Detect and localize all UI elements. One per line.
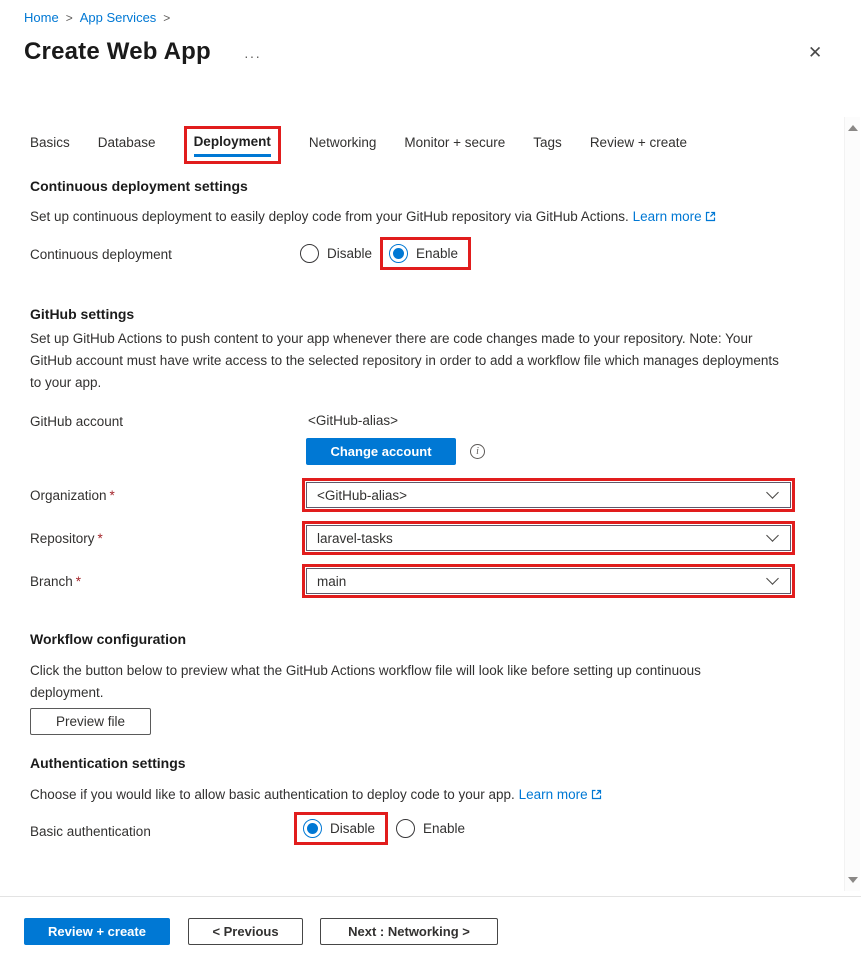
section-heading-authentication-settings: Authentication settings bbox=[30, 755, 186, 771]
tab-database[interactable]: Database bbox=[97, 135, 156, 150]
branch-value: main bbox=[317, 573, 347, 589]
radio-enable[interactable] bbox=[389, 244, 408, 263]
breadcrumb-separator: > bbox=[65, 10, 73, 25]
section-heading-workflow-configuration: Workflow configuration bbox=[30, 631, 187, 647]
external-link-icon bbox=[591, 785, 602, 806]
github-account-label: GitHub account bbox=[30, 414, 124, 429]
learn-more-link[interactable]: Learn more bbox=[632, 209, 702, 224]
label-text: Organization bbox=[30, 488, 107, 503]
tab-review-create[interactable]: Review + create bbox=[589, 135, 687, 150]
info-icon[interactable]: i bbox=[470, 444, 485, 459]
radio-enable[interactable] bbox=[396, 819, 415, 838]
authentication-settings-description bbox=[30, 784, 775, 806]
organization-value: <GitHub-alias> bbox=[317, 487, 408, 503]
github-settings-description: Set up GitHub Actions to push content to your app whenever there are code changes made to your repository. Note: Your GitHub account must have write access to the selected repository in order to add a workflow file which manages deployments to your app. bbox=[30, 331, 779, 390]
description-text: Set up continuous deployment to easily deploy code from your GitHub repository via GitHub Actions. bbox=[30, 209, 629, 224]
learn-more-link[interactable]: Learn more bbox=[518, 787, 588, 802]
annotation-box-branch bbox=[302, 564, 795, 598]
required-marker: * bbox=[75, 574, 82, 589]
change-account-button[interactable]: Change account bbox=[306, 438, 456, 465]
tab-basics[interactable]: Basics bbox=[30, 135, 70, 150]
radio-disable-label[interactable]: Disable bbox=[330, 821, 376, 836]
radio-enable-label[interactable]: Enable bbox=[423, 821, 466, 836]
vertical-scrollbar[interactable] bbox=[844, 117, 860, 891]
annotation-box-organization bbox=[302, 478, 795, 512]
required-marker: * bbox=[97, 531, 103, 546]
radio-disable[interactable] bbox=[300, 244, 319, 263]
github-account-value: <GitHub-alias> bbox=[308, 413, 399, 428]
breadcrumb bbox=[24, 10, 170, 25]
label-text: Repository bbox=[30, 531, 95, 546]
radio-disable-label[interactable]: Disable bbox=[327, 246, 373, 261]
continuous-deployment-description bbox=[30, 206, 775, 228]
basic-authentication-field-label: Basic authentication bbox=[30, 824, 151, 839]
branch-label bbox=[30, 574, 81, 589]
preview-file-button[interactable]: Preview file bbox=[30, 708, 151, 735]
repository-value: laravel-tasks bbox=[317, 530, 393, 546]
radio-option-disable bbox=[300, 237, 372, 270]
page-title: Create Web App bbox=[24, 38, 211, 65]
annotation-box-enable-radio bbox=[380, 237, 471, 270]
external-link-icon bbox=[705, 207, 716, 228]
footer-divider bbox=[0, 896, 861, 897]
scroll-up-icon[interactable] bbox=[848, 125, 858, 131]
tab-tags[interactable]: Tags bbox=[533, 135, 562, 150]
section-heading-github-settings: GitHub settings bbox=[30, 306, 135, 322]
radio-option-enable bbox=[396, 812, 465, 845]
section-heading-continuous-deployment: Continuous deployment settings bbox=[30, 178, 248, 194]
organization-dropdown[interactable] bbox=[306, 482, 791, 508]
continuous-deployment-radio-group bbox=[300, 237, 471, 270]
radio-disable[interactable] bbox=[303, 819, 322, 838]
repository-label bbox=[30, 531, 103, 546]
tab-networking[interactable]: Networking bbox=[308, 135, 377, 150]
branch-dropdown[interactable] bbox=[306, 568, 791, 594]
chevron-down-icon bbox=[766, 572, 779, 585]
breadcrumb-link-app-services[interactable]: App Services bbox=[79, 10, 157, 25]
chevron-down-icon bbox=[766, 529, 779, 542]
previous-button[interactable]: < Previous bbox=[188, 918, 303, 945]
required-marker: * bbox=[109, 488, 115, 503]
organization-label bbox=[30, 488, 115, 503]
breadcrumb-separator: > bbox=[163, 10, 171, 25]
workflow-configuration-description: Click the button below to preview what the GitHub Actions workflow file will look like before setting up continuous deployment. bbox=[30, 663, 701, 700]
annotation-box-deployment-tab bbox=[184, 126, 281, 164]
label-text: Branch bbox=[30, 574, 73, 589]
chevron-down-icon bbox=[766, 486, 779, 499]
continuous-deployment-field-label: Continuous deployment bbox=[30, 247, 172, 262]
tab-deployment[interactable]: Deployment bbox=[193, 134, 271, 149]
description-text: Choose if you would like to allow basic authentication to deploy code to your app. bbox=[30, 787, 515, 802]
review-create-button[interactable]: Review + create bbox=[24, 918, 170, 945]
scroll-down-icon[interactable] bbox=[848, 877, 858, 883]
repository-dropdown[interactable] bbox=[306, 525, 791, 551]
next-networking-button[interactable]: Next : Networking > bbox=[320, 918, 498, 945]
basic-authentication-radio-group bbox=[294, 812, 465, 845]
tab-bar bbox=[30, 126, 687, 164]
selected-tab-underline bbox=[194, 154, 271, 157]
annotation-box-disable-radio bbox=[294, 812, 388, 845]
breadcrumb-link-home[interactable]: Home bbox=[24, 10, 59, 25]
radio-enable-label[interactable]: Enable bbox=[416, 246, 459, 261]
more-options-icon[interactable]: ··· bbox=[244, 48, 261, 64]
close-icon[interactable]: ✕ bbox=[808, 43, 823, 62]
annotation-box-repository bbox=[302, 521, 795, 555]
tab-monitor-secure[interactable]: Monitor + secure bbox=[404, 135, 506, 150]
